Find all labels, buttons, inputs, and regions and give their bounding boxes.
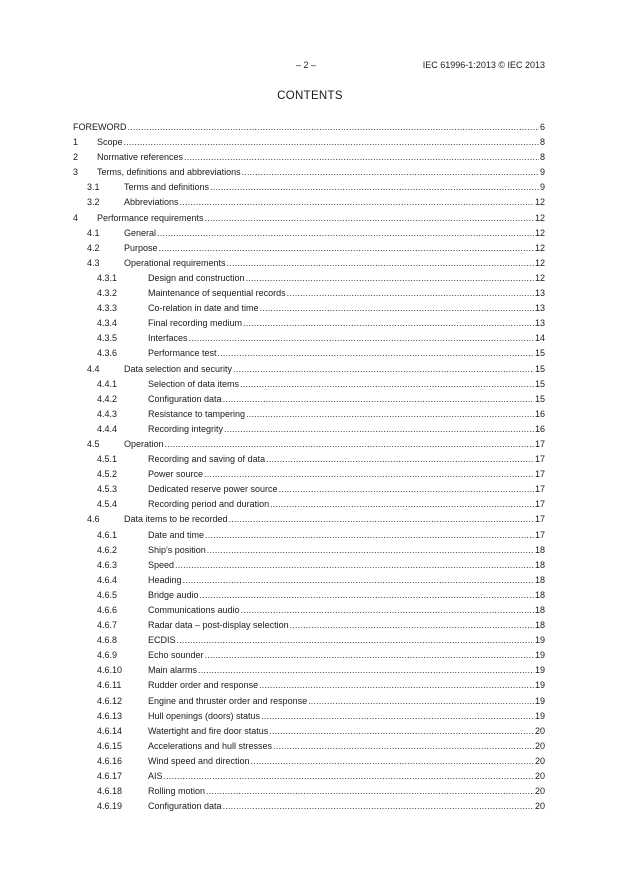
toc-entry-number: 4.6.17 <box>97 771 123 782</box>
toc-entry-number: 4.3.3 <box>97 303 118 314</box>
toc-entry[interactable] <box>73 424 545 439</box>
page-title: CONTENTS <box>277 90 343 102</box>
toc-entry[interactable] <box>73 590 545 605</box>
toc-entry-title: Scope <box>97 137 123 148</box>
standard-reference: IEC 61996-1:2013 © IEC 2013 <box>422 60 545 70</box>
toc-entry-number: 4.3 <box>87 257 100 268</box>
toc-entry-number: 4.3.4 <box>97 318 118 329</box>
toc-entry[interactable] <box>73 514 545 529</box>
toc-entry-number: 4.6.19 <box>97 801 123 812</box>
toc-entry-page: 17 <box>534 469 545 480</box>
toc-entry-page: 19 <box>534 710 545 721</box>
toc-entry-title: Dedicated reserve power source <box>148 484 278 495</box>
dot-leader <box>240 379 534 389</box>
toc-entry[interactable] <box>73 333 545 348</box>
toc-entry-number: 2 <box>73 152 79 163</box>
toc-entry[interactable] <box>73 560 545 575</box>
toc-entry-page: 18 <box>534 574 545 585</box>
toc-entry[interactable] <box>73 665 545 680</box>
toc-entry-page: 17 <box>534 454 545 465</box>
toc-entry-title: Final recording medium <box>148 318 243 329</box>
toc-entry-title: Hull openings (doors) status <box>148 710 261 721</box>
toc-entry-number: 4.6.9 <box>97 650 118 661</box>
toc-entry[interactable] <box>73 801 545 816</box>
toc-entry-number: 4.6.6 <box>97 605 118 615</box>
dot-leader <box>229 514 534 524</box>
dot-leader <box>205 213 534 223</box>
toc-entry-title: ECDIS <box>148 635 176 646</box>
toc-entry[interactable] <box>73 288 545 303</box>
dot-leader <box>198 665 534 675</box>
dot-leader <box>210 182 539 192</box>
dot-leader <box>180 197 534 207</box>
toc-entry[interactable] <box>73 318 545 333</box>
dot-leader <box>259 680 534 690</box>
dot-leader <box>128 122 539 132</box>
toc-entry[interactable] <box>73 650 545 665</box>
dot-leader <box>165 439 534 449</box>
dot-leader <box>205 530 534 540</box>
toc-entry-title: Terms, definitions and abbreviations <box>97 167 241 178</box>
dot-leader <box>273 741 534 751</box>
dot-leader <box>260 303 534 313</box>
toc-entry-number: 4.6.8 <box>97 635 118 646</box>
toc-entry-number: 4.6.13 <box>97 710 123 721</box>
dot-leader <box>246 273 534 283</box>
toc-entry[interactable] <box>73 680 545 695</box>
dot-leader <box>189 333 534 343</box>
toc-entry[interactable] <box>73 273 545 288</box>
toc-entry-page: 15 <box>534 363 545 374</box>
toc-entry[interactable] <box>73 364 545 379</box>
toc-entry-page: 13 <box>534 303 545 314</box>
toc-entry-page: 9 <box>539 182 545 193</box>
toc-entry-number: 4.4.3 <box>97 408 118 419</box>
toc-entry-number: 4.1 <box>87 227 100 238</box>
toc-entry-number: 4.6 <box>87 514 100 525</box>
toc-entry-title: Data selection and security <box>124 363 233 374</box>
toc-entry-number: 4.6.3 <box>97 559 118 570</box>
toc-entry-title: Performance test <box>148 348 217 359</box>
dot-leader <box>223 801 534 811</box>
toc-entry[interactable] <box>73 484 545 499</box>
dot-leader <box>266 454 534 464</box>
toc-entry[interactable] <box>73 605 545 620</box>
toc-entry[interactable] <box>73 167 545 182</box>
dot-leader <box>287 288 534 298</box>
toc-entry-number: 3.1 <box>87 182 100 193</box>
toc-entry-page: 18 <box>534 620 545 631</box>
toc-entry[interactable] <box>73 711 545 726</box>
toc-entry-page: 12 <box>534 197 545 208</box>
toc-entry-page: 19 <box>534 695 545 706</box>
toc-entry[interactable] <box>73 228 545 243</box>
toc-entry-number: 4.5.4 <box>97 499 118 510</box>
toc-entry[interactable] <box>73 741 545 756</box>
toc-entry-title: Echo sounder <box>148 650 204 661</box>
toc-entry-title: Performance requirements <box>97 212 204 223</box>
toc-entry[interactable] <box>73 726 545 741</box>
dot-leader <box>218 348 534 358</box>
toc-entry[interactable] <box>73 439 545 454</box>
toc-entry[interactable] <box>73 786 545 801</box>
toc-entry-title: Ship's position <box>148 544 206 555</box>
toc-entry-title: Operational requirements <box>124 257 226 268</box>
toc-entry-title: Purpose <box>124 242 158 253</box>
toc-entry[interactable] <box>73 122 545 137</box>
toc-entry-number: 4.6.16 <box>97 755 123 766</box>
toc-entry-title: Interfaces <box>148 333 188 344</box>
dot-leader <box>246 409 534 419</box>
toc-entry-title: Operation <box>124 438 164 449</box>
toc-entry-title: Design and construction <box>148 272 245 283</box>
toc-entry-page: 13 <box>534 288 545 299</box>
toc-entry-page: 9 <box>539 167 545 178</box>
toc-entry-page: 19 <box>534 680 545 691</box>
toc-entry[interactable] <box>73 771 545 786</box>
page-number: – 2 – <box>296 60 317 70</box>
toc-entry-page: 12 <box>534 212 545 223</box>
dot-leader <box>157 228 534 238</box>
toc-entry[interactable] <box>73 499 545 514</box>
toc-entry-title: Normative references <box>97 152 184 163</box>
toc-entry-title: Speed <box>148 559 175 570</box>
toc-entry-title: Recording period and duration <box>148 499 270 510</box>
dot-leader <box>175 560 534 570</box>
toc-entry[interactable] <box>73 182 545 197</box>
dot-leader <box>279 484 534 494</box>
toc-entry-page: 18 <box>534 589 545 600</box>
toc-entry-title: Maintenance of sequential records <box>148 288 286 299</box>
toc-entry-number: 4.4.4 <box>97 423 118 434</box>
toc-entry[interactable] <box>73 409 545 424</box>
toc-entry-number: 4.6.7 <box>97 620 118 631</box>
toc-entry-page: 17 <box>534 514 545 525</box>
dot-leader <box>241 605 534 615</box>
toc-entry-title: Watertight and fire door status <box>148 725 269 736</box>
toc-entry-title: Abbreviations <box>124 197 179 208</box>
toc-entry-number: 4.4.1 <box>97 378 118 389</box>
toc-entry-title: Co-relation in date and time <box>148 303 259 314</box>
toc-entry-title: Wind speed and direction <box>148 755 250 766</box>
dot-leader <box>243 318 534 328</box>
toc-entry-page: 14 <box>534 333 545 344</box>
toc-entry[interactable] <box>73 575 545 590</box>
toc-entry-title: Terms and definitions <box>124 182 210 193</box>
toc-entry-page: 16 <box>534 408 545 419</box>
toc-entry-number: 4.5.2 <box>97 469 118 480</box>
toc-entry-title: Resistance to tampering <box>148 408 246 419</box>
dot-leader <box>164 771 534 781</box>
toc-entry-page: 15 <box>534 378 545 389</box>
toc-entry-page: 17 <box>534 438 545 449</box>
toc-entry-page: 19 <box>534 635 545 646</box>
toc-entry-page: 12 <box>534 257 545 268</box>
toc-entry-number: 4.6.2 <box>97 544 118 555</box>
toc-entry-title: Accelerations and hull stresses <box>148 740 273 751</box>
toc-entry-title: Date and time <box>148 529 205 540</box>
toc-entry-page: 8 <box>539 152 545 163</box>
toc-entry-title: Recording and saving of data <box>148 454 266 465</box>
toc-entry-title: Radar data – post-display selection <box>148 620 289 631</box>
toc-entry-page: 8 <box>539 137 545 148</box>
toc-entry-title: Main alarms <box>148 665 198 676</box>
toc-entry-number: 4.4 <box>87 363 100 374</box>
toc-entry-page: 18 <box>534 544 545 555</box>
dot-leader <box>200 590 534 600</box>
dot-leader <box>227 258 534 268</box>
dot-leader <box>204 469 534 479</box>
toc-entry-page: 15 <box>534 348 545 359</box>
toc-entry[interactable] <box>73 197 545 212</box>
dot-leader <box>159 243 534 253</box>
toc-entry[interactable] <box>73 454 545 469</box>
toc-entry-number: 4.6.1 <box>97 529 118 540</box>
toc-entry-title: Bridge audio <box>148 589 199 600</box>
toc-entry-number: 4.6.18 <box>97 786 123 797</box>
toc-entry-page: 17 <box>534 484 545 495</box>
toc-entry[interactable] <box>73 213 545 228</box>
dot-leader <box>261 711 534 721</box>
toc-entry-page: 19 <box>534 665 545 676</box>
toc-entry[interactable] <box>73 258 545 273</box>
toc-entry[interactable] <box>73 620 545 635</box>
toc-entry[interactable] <box>73 530 545 545</box>
dot-leader <box>269 726 534 736</box>
toc-entry-title: AIS <box>148 771 163 782</box>
toc-entry-number: 4.6.10 <box>97 665 123 676</box>
toc-entry-page: 20 <box>534 755 545 766</box>
toc-entry-page: 20 <box>534 801 545 812</box>
toc-entry-number: 4.6.11 <box>97 680 122 691</box>
toc-entry[interactable] <box>73 696 545 711</box>
toc-entry-number: 4.3.6 <box>97 348 118 359</box>
toc-entry-number: 4.5.3 <box>97 484 118 495</box>
toc-entry-number: 4.6.4 <box>97 574 118 585</box>
toc-entry-page: 12 <box>534 272 545 283</box>
page-header <box>0 60 620 74</box>
toc-entry-title: General <box>124 227 157 238</box>
table-of-contents <box>73 122 545 816</box>
dot-leader <box>223 394 534 404</box>
toc-entry[interactable] <box>73 469 545 484</box>
toc-entry[interactable] <box>73 545 545 560</box>
dot-leader <box>224 424 534 434</box>
toc-entry-page: 20 <box>534 725 545 736</box>
toc-entry-page: 16 <box>534 423 545 434</box>
toc-entry-page: 20 <box>534 771 545 782</box>
toc-entry-number: 4.4.2 <box>97 393 118 404</box>
toc-entry[interactable] <box>73 152 545 167</box>
toc-entry[interactable] <box>73 379 545 394</box>
toc-entry-page: 15 <box>534 393 545 404</box>
toc-entry[interactable] <box>73 756 545 771</box>
toc-entry-page: 19 <box>534 650 545 661</box>
toc-entry-title: Recording integrity <box>148 423 224 434</box>
toc-entry-page: 18 <box>534 605 545 615</box>
dot-leader <box>184 152 539 162</box>
toc-entry[interactable] <box>73 303 545 318</box>
toc-entry-title: Heading <box>148 574 182 585</box>
dot-leader <box>183 575 534 585</box>
toc-entry-title: FOREWORD <box>73 122 127 132</box>
toc-entry-title: Power source <box>148 469 204 480</box>
toc-entry-page: 20 <box>534 786 545 797</box>
toc-entry-title: Engine and thruster order and response <box>148 695 308 706</box>
toc-entry-title: Rudder order and response <box>148 680 259 691</box>
toc-entry-page: 12 <box>534 227 545 238</box>
toc-entry-number: 4.3.1 <box>97 272 118 283</box>
toc-entry-number: 3 <box>73 167 79 178</box>
dot-leader <box>177 635 534 645</box>
dot-leader <box>233 364 534 374</box>
toc-entry-page: 6 <box>539 122 545 132</box>
toc-entry-number: 4 <box>73 212 79 223</box>
toc-entry-title: Configuration data <box>148 393 222 404</box>
toc-entry[interactable] <box>73 243 545 258</box>
dot-leader <box>251 756 534 766</box>
toc-entry-number: 4.3.5 <box>97 333 118 344</box>
toc-entry-page: 17 <box>534 499 545 510</box>
toc-entry-number: 4.2 <box>87 242 100 253</box>
toc-entry-title: Rolling motion <box>148 786 206 797</box>
dot-leader <box>270 499 534 509</box>
dot-leader <box>290 620 534 630</box>
toc-entry-number: 4.6.15 <box>97 740 123 751</box>
toc-entry-number: 4.5.1 <box>97 454 118 465</box>
toc-entry-page: 20 <box>534 740 545 751</box>
dot-leader <box>124 137 539 147</box>
dot-leader <box>206 786 534 796</box>
toc-entry[interactable] <box>73 348 545 363</box>
toc-entry-page: 17 <box>534 529 545 540</box>
toc-entry-page: 12 <box>534 242 545 253</box>
toc-entry-title: Selection of data items <box>148 378 240 389</box>
toc-entry[interactable] <box>73 635 545 650</box>
toc-entry-number: 4.3.2 <box>97 288 118 299</box>
toc-entry-number: 4.6.5 <box>97 589 118 600</box>
toc-entry-number: 3.2 <box>87 197 100 208</box>
toc-entry-page: 18 <box>534 559 545 570</box>
dot-leader <box>205 650 534 660</box>
toc-entry[interactable] <box>73 137 545 152</box>
toc-entry-title: Communications audio <box>148 605 240 615</box>
toc-entry-number: 1 <box>73 137 79 148</box>
toc-entry-title: Data items to be recorded <box>124 514 228 525</box>
toc-entry-number: 4.6.14 <box>97 725 123 736</box>
toc-entry[interactable] <box>73 394 545 409</box>
toc-entry-title: Configuration data <box>148 801 222 812</box>
dot-leader <box>207 545 534 555</box>
dot-leader <box>308 696 534 706</box>
dot-leader <box>242 167 539 177</box>
toc-entry-number: 4.5 <box>87 438 100 449</box>
toc-entry-number: 4.6.12 <box>97 695 123 706</box>
toc-entry-page: 13 <box>534 318 545 329</box>
